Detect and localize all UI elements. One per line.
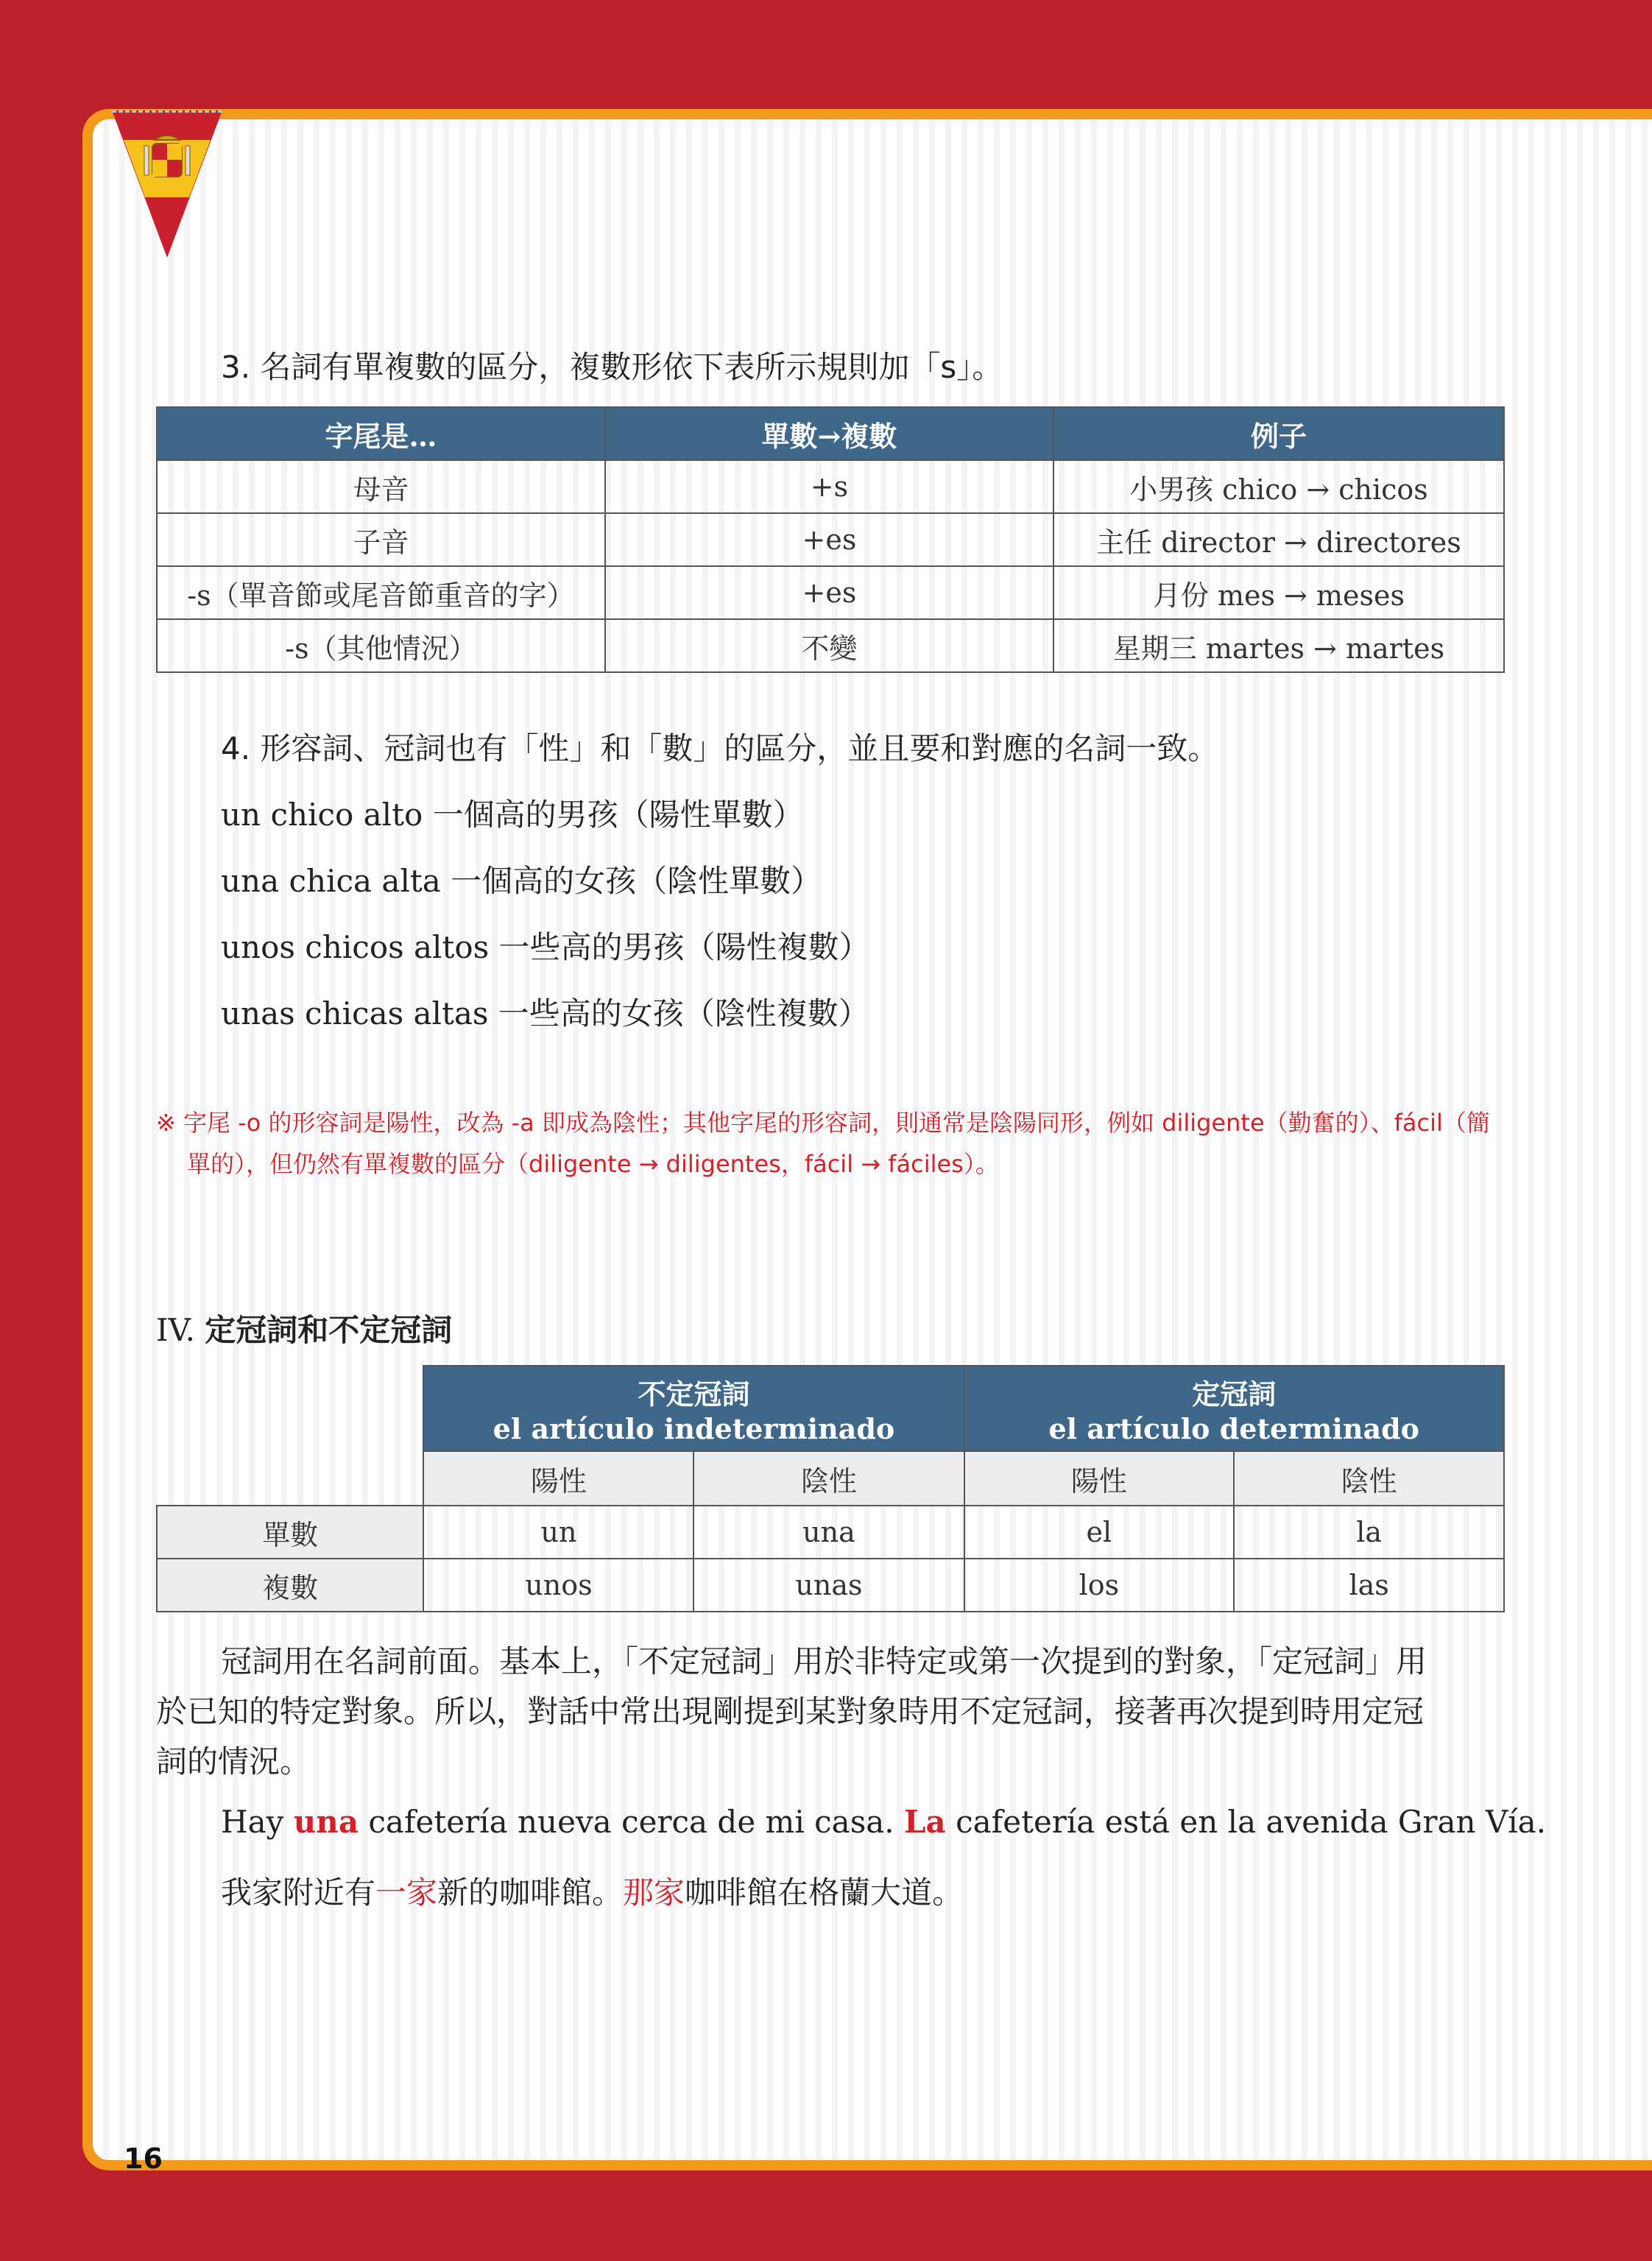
cell: 星期三 martes → martes [1053,619,1504,672]
highlight-indefinite: 一家 [375,1874,438,1911]
table-row [157,619,1504,672]
sub-header-fem: 陰性 [1234,1451,1504,1506]
cell: 子音 [157,513,605,566]
indef-es: el artículo indeterminado [493,1412,895,1445]
plural-rules-table [156,406,1505,673]
cell: 母音 [157,460,605,513]
indef-zh: 不定冠詞 [638,1378,750,1411]
section-roman: IV. [156,1312,195,1348]
sentence-part: 我家附近有 [221,1874,376,1911]
example-line: una chica alta 一個高的女孩（陰性單數） [221,863,822,899]
header-definite [964,1366,1505,1451]
cell: los [964,1559,1235,1612]
table-row [157,1506,1504,1559]
row-label-plural: 複數 [157,1559,423,1612]
sentence-part: 新的咖啡館。 [437,1874,624,1911]
cell: el [964,1506,1235,1559]
cell: unos [423,1559,693,1612]
paragraph-line-1: 冠詞用在名詞前面。基本上，「不定冠詞」用於非特定或第一次提到的對象，「定冠詞」用 [221,1643,1427,1679]
highlight-definite: 那家 [623,1874,685,1911]
sub-header-masc: 陽性 [964,1451,1235,1506]
chinese-example-sentence [221,1869,963,1913]
cell: un [423,1506,693,1559]
cell: la [1234,1506,1504,1559]
cell: -s（單音節或尾音節重音的字） [157,566,605,619]
note-line-1: ※ 字尾 -o 的形容詞是陽性，改為 -a 即成為陰性；其他字尾的形容詞，則通常是陰陽同形，例如 diligente（勤奮的）、fácil（簡 [156,1109,1490,1137]
header-rule: 單數→複數 [605,407,1053,460]
table-row [157,513,1504,566]
spain-pennant-icon [112,110,222,258]
cell: las [1234,1559,1504,1612]
row-label-singular: 單數 [157,1506,423,1559]
cell: +es [605,513,1053,566]
cell: 月份 mes → meses [1053,566,1504,619]
highlight-indefinite: una [293,1804,359,1840]
highlight-definite: La [904,1804,946,1840]
pennant-dashed-line [112,110,222,113]
cell: 不變 [605,619,1053,672]
def-es: el artículo determinado [1048,1412,1420,1445]
def-zh: 定冠詞 [1192,1378,1277,1411]
sentence-part: cafetería está en la avenida Gran Vía. [945,1804,1547,1840]
cell: +s [605,460,1053,513]
sentence-part: cafetería nueva cerca de mi casa. [359,1804,904,1840]
blank-cell [157,1366,423,1451]
table-row [157,1559,1504,1612]
cell: +es [605,566,1053,619]
section-title: 定冠詞和不定冠詞 [205,1312,453,1348]
page-number: 16 [124,2142,163,2175]
cell: -s（其他情況） [157,619,605,672]
paragraph-line-3: 詞的情況。 [156,1743,311,1779]
example-line: un chico alto 一個高的男孩（陽性單數） [221,797,804,833]
header-example: 例子 [1053,407,1504,460]
cell: 主任 director → directores [1053,513,1504,566]
example-line: unos chicos altos 一些高的男孩（陽性複數） [221,929,870,965]
note-line-2: 單的），但仍然有單複數的區分（diligente → diligentes，fácil → fáciles）。 [187,1150,999,1178]
header-indefinite [423,1366,964,1451]
table-row [157,566,1504,619]
header-ending: 字尾是… [157,407,605,460]
spanish-example-sentence [221,1804,1546,1840]
cell: unas [693,1559,964,1612]
cell: 小男孩 chico → chicos [1053,460,1504,513]
sentence-part: 咖啡館在格蘭大道。 [685,1874,964,1911]
sentence-part: Hay [221,1804,294,1840]
point-4-text: 4. 形容詞、冠詞也有「性」和「數」的區分，並且要和對應的名詞一致。 [221,730,1219,766]
cell: una [693,1506,964,1559]
point-3-text: 3. 名詞有單複數的區分，複數形依下表所示規則加「s」。 [221,349,1003,385]
paragraph-line-2: 於已知的特定對象。所以，對話中常出現剛提到某對象時用不定冠詞，接著再次提到時用定冠 [156,1693,1425,1729]
blank-cell [157,1451,423,1506]
table-row [157,460,1504,513]
article-table [156,1365,1505,1612]
sub-header-masc: 陽性 [423,1451,693,1506]
sub-header-fem: 陰性 [693,1451,964,1506]
section-heading [156,1306,452,1350]
example-line: unas chicas altas 一些高的女孩（陰性複數） [221,995,869,1031]
